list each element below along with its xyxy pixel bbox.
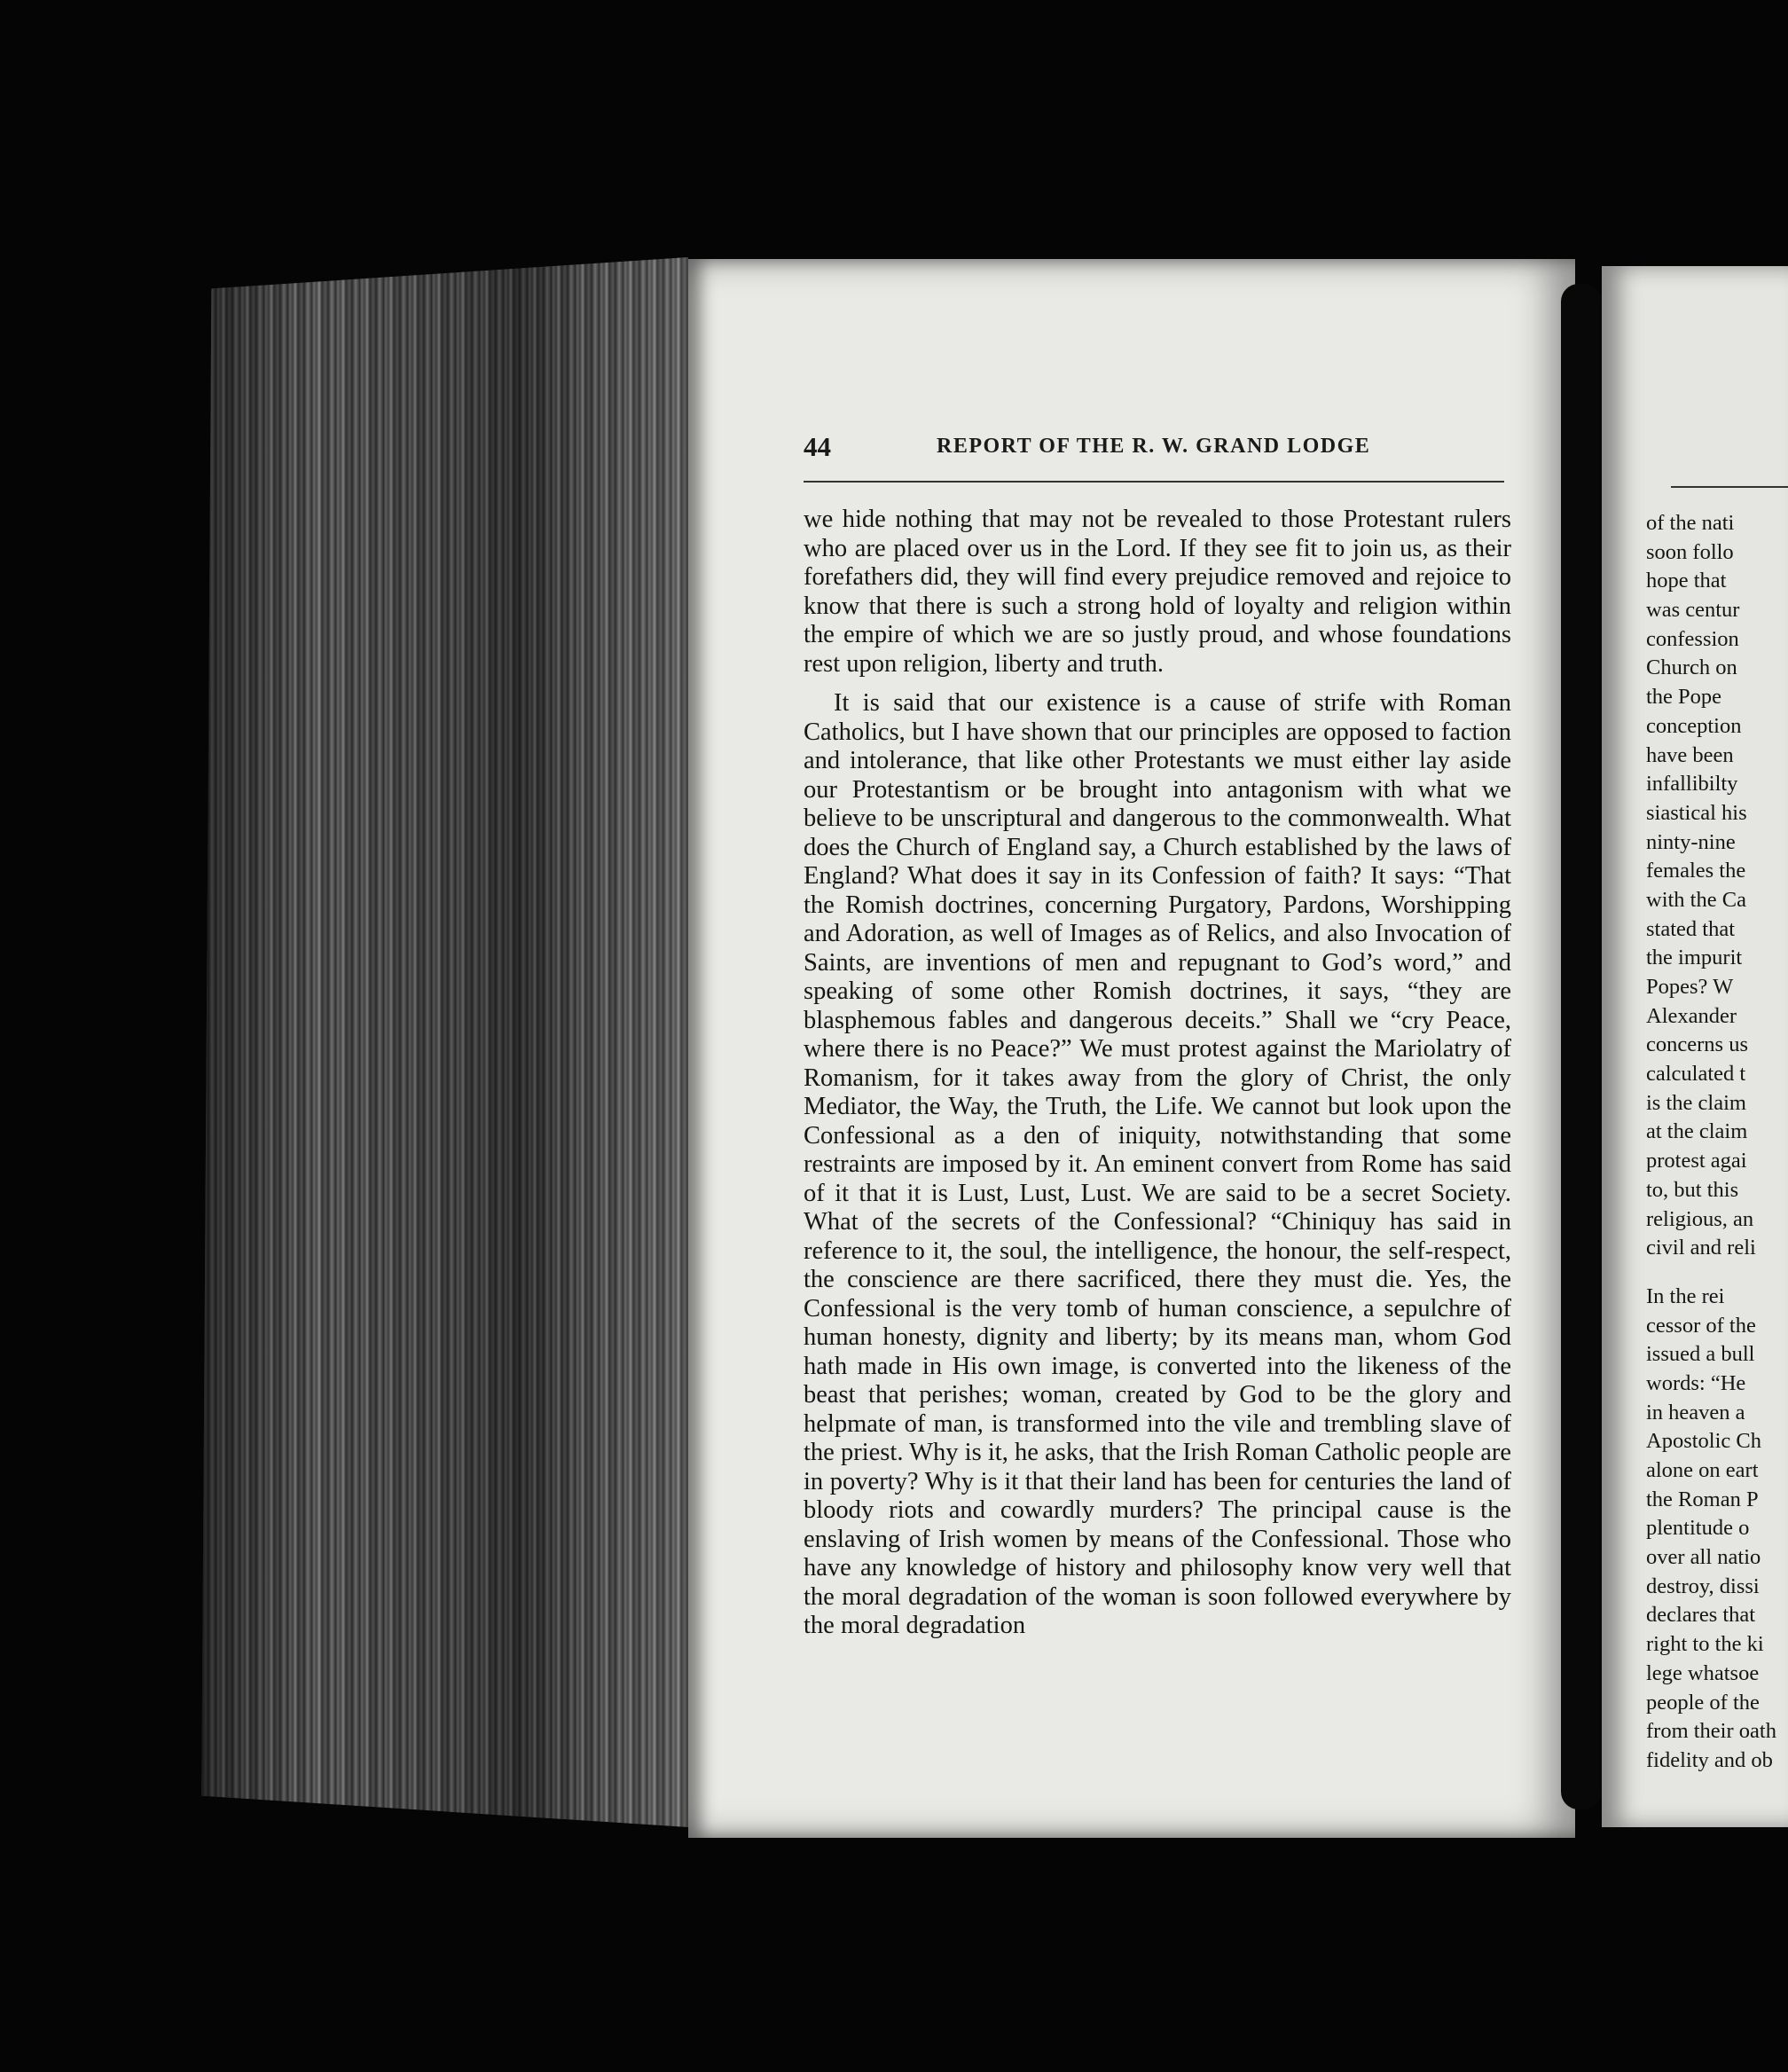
facing-line: the Roman P <box>1646 1487 1759 1511</box>
facing-line: declares that <box>1646 1603 1756 1628</box>
paragraph-gap <box>1646 1263 1788 1283</box>
facing-line: siastical his <box>1646 800 1747 825</box>
running-title: REPORT OF THE R. W. GRAND LODGE <box>937 435 1371 458</box>
facing-line: protest agai <box>1646 1149 1747 1173</box>
facing-line: at the claim <box>1646 1119 1748 1144</box>
facing-line: with the Ca <box>1646 887 1746 912</box>
facing-line: civil and reli <box>1646 1236 1756 1260</box>
facing-line: the Pope <box>1646 685 1722 710</box>
facing-page-rule <box>1671 486 1788 488</box>
facing-line: calculated t <box>1646 1062 1746 1087</box>
facing-line: fidelity and ob <box>1646 1747 1773 1772</box>
facing-line: in heaven a <box>1646 1400 1745 1424</box>
facing-page-text <box>1646 509 1788 1776</box>
facing-line: destroy, dissi <box>1646 1574 1760 1598</box>
facing-line: cessor of the <box>1646 1313 1756 1338</box>
facing-line: hope that <box>1646 569 1727 593</box>
header-rule <box>804 481 1504 483</box>
facing-line: Apostolic Ch <box>1646 1429 1761 1454</box>
book-edge-shading <box>192 257 688 1827</box>
facing-line: the impurit <box>1646 946 1743 970</box>
facing-line: issued a bull <box>1646 1342 1755 1367</box>
facing-line: In the rei <box>1646 1283 1725 1308</box>
facing-line: is the claim <box>1646 1090 1746 1115</box>
facing-line: over all natio <box>1646 1545 1761 1570</box>
facing-line: words: “He <box>1646 1370 1746 1395</box>
paragraph-2: It is said that our existence is a cause of strife with Roman Catholics, but I have shown that our principles are opposed to faction and intolerance, that like other Protestants we must either lay aside our Protestantism or be brought into antagonism with what we believe to be unscriptural and dangerous to the commonwealth. What does the Church of England say, a Church established by the laws of England? What does it say in its Confession of faith? It says: “That the Romish doctrines, concerning Purgatory, Pardons, Worshipping and Adoration, as well of Images as of Relics, and also Invocation of Saints, are inventions of men and repugnant to God’s word,” and speaking of some other Romish doctrines, it says, “they are blasphemous fables and dangerous deceits.” Shall we “cry Peace, where there is no Peace?” We must protest against the Mariolatry of Romanism, for it takes away from the glory of Christ, the only Mediator, the Way, the Truth, the Life. We cannot but look upon the Confessional as a den of iniquity, notwithstanding that some restraints are imposed by it. An eminent convert from Rome has said of it that it is Lust, Lust, Lust. We are said to be a secret Society. What of the secrets of the Confessional? “Chiniquy has said in reference to it, the soul, the intelligence, the honour, the self-respect, the conscience are there sacrificed, there they must die. Yes, the Confessional is the very tomb of human conscience, a sepulchre of human honesty, dignity and liberty; by its means man, whom God hath made in His own image, is converted into the likeness of the beast that perishes; woman, created by God to be the glory and helpmate of man, is transformed into the vile and trembling slave of the priest. Why is it, he asks, that the Irish Roman Catholic people are in poverty? Why is it that their land has been for centuries the land of bloody riots and cowardly murders? The principal cause is the enslaving of Irish women by means of the Confessional. Those who have any knowledge of history and philosophy know very well that the moral degradation of the woman is soon followed everywhere by the moral degradation <box>804 689 1511 1639</box>
facing-line: soon follo <box>1646 539 1734 564</box>
book-gutter <box>1561 284 1602 1809</box>
facing-line: ninty-nine <box>1646 829 1736 854</box>
facing-line: plentitude o <box>1646 1516 1750 1541</box>
facing-line: right to the ki <box>1646 1632 1764 1657</box>
facing-line: alone on eart <box>1646 1458 1759 1482</box>
page-body <box>804 506 1511 1641</box>
facing-line: females the <box>1646 859 1746 883</box>
facing-line: from their oath <box>1646 1719 1776 1744</box>
facing-line: to, but this <box>1646 1177 1739 1202</box>
page-number: 44 <box>804 431 831 462</box>
facing-line: of the nati <box>1646 511 1735 535</box>
facing-line: lege whatsoe <box>1646 1660 1760 1685</box>
facing-line: stated that <box>1646 916 1736 941</box>
facing-line: concerns us <box>1646 1032 1748 1057</box>
facing-line: Alexander <box>1646 1003 1737 1028</box>
facing-line: was centur <box>1646 598 1740 623</box>
page-header <box>804 431 1511 467</box>
facing-line: conception <box>1646 713 1742 738</box>
facing-line: confession <box>1646 626 1739 651</box>
facing-line: have been <box>1646 742 1734 767</box>
facing-line: Church on <box>1646 655 1737 680</box>
facing-line: Popes? W <box>1646 975 1734 999</box>
facing-line: infallibilty <box>1646 772 1738 797</box>
facing-line: people of the <box>1646 1690 1760 1715</box>
facing-line: religious, an <box>1646 1206 1754 1231</box>
paragraph-1: we hide nothing that may not be revealed to those Protestant rulers who are placed over us in the Lord. If they see fit to join us, as their forefathers did, they will find every prejudice removed and rejoice to know that there is such a strong hold of loyalty and religion within the empire of which we are so justly proud, and whose foundations rest upon religion, liberty and truth. <box>804 506 1511 678</box>
